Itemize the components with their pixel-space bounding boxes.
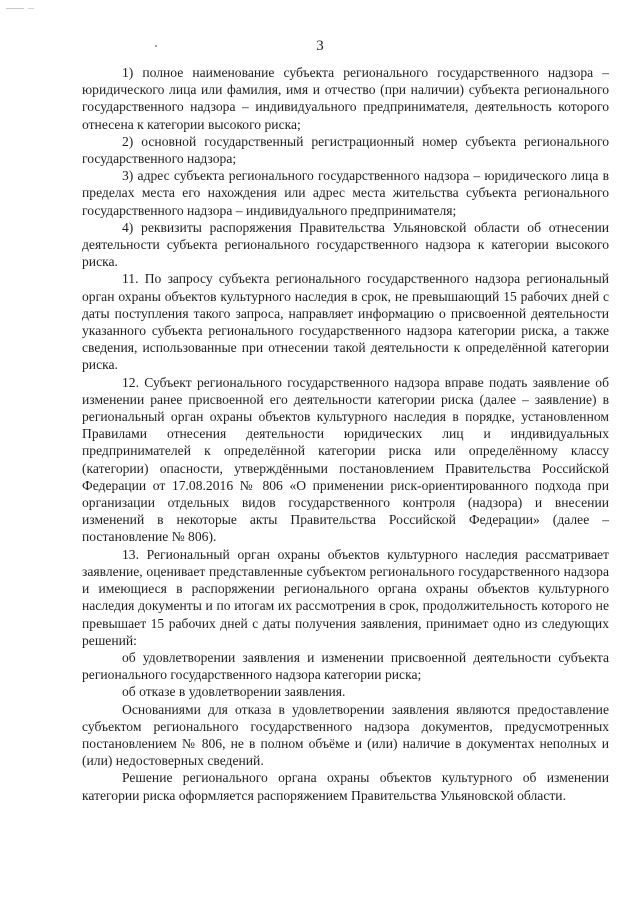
- scan-artifact: [28, 8, 34, 9]
- paragraph-decision-form: Решение регионального органа охраны объектов культурного об изменении категории риска оформляется распоряжением Правительства Ульяновской области.: [82, 770, 609, 803]
- paragraph-item-1: 1) полное наименование субъекта регионального государственного надзора – юридического лица или фамилия, имя и отчество (при наличии) субъекта регионального государственного надзора – индивидуального предпринимателя, деятельность которого отнесена к категории высокого риска;: [82, 65, 609, 132]
- paragraph-item-2: 2) основной государственный регистрационный номер субъекта регионального государственного надзора;: [82, 133, 609, 167]
- scan-artifact: [6, 8, 24, 9]
- paragraph-decision-refuse: об отказе в удовлетворении заявления.: [122, 684, 346, 700]
- paragraph-clause-12: 12. Субъект регионального государственного надзора вправе подать заявление об изменении ранее присвоенной его деятельности категории риска (далее – заявление) в региональный орган охраны объектов культурного наследия в порядке, установленном Правилами отнесения деятельности юридических лиц и индивидуальных предпринимателей к определённой категории риска или определённому классу (категории) опасности, утверждёнными постановлением Правительства Российской Федерации от 17.08.2016 № 806 «О применении риск-ориентированного подхода при организации отдельных видов государственного контроля (надзора) и внесении изменений в некоторые акты Правительства Российской Федерации» (далее – постановление № 806).: [82, 374, 609, 545]
- paragraph-item-4: 4) реквизиты распоряжения Правительства Ульяновской области об отнесении деятельности субъекта регионального государственного надзора к категории высокого риска.: [82, 219, 609, 270]
- paragraph-clause-11: 11. По запросу субъекта регионального государственного надзора региональный орган охраны объектов культурного наследия в срок, не превышающий 15 рабочих дней с даты поступления такого запроса, направляет информацию о присвоенной деятельности указанного субъекта регионального государственного надзора категории риска, а также сведения, использованные при отнесении такой деятельности к определённой категории риска.: [82, 271, 609, 373]
- paragraph-item-3: 3) адрес субъекта регионального государственного надзора – юридического лица в пределах места его нахождения или адрес места жительства субъекта регионального государственного надзора – индивидуального предпринимателя;: [82, 168, 609, 218]
- paragraph-decision-approve: об удовлетворении заявления и изменении присвоенной деятельности субъекта регионального государственного надзора категории риска;: [82, 649, 609, 683]
- page-number: 3: [316, 38, 324, 54]
- paragraph-clause-13: 13. Региональный орган охраны объектов культурного наследия рассматривает заявление, оценивает представленные субъектом регионального государственного надзора и имеющиеся в распоряжении регионального органа охраны объектов культурного наследия документы и по итогам их рассмотрения в срок, продолжительность которого не превышает 15 рабочих дней с даты получения заявления, принимает одно из следующих решений:: [82, 546, 609, 648]
- document-body: [82, 64, 609, 804]
- paragraph-refusal-grounds: Основаниями для отказа в удовлетворении заявления являются предоставление субъектом регионального государственного надзора документов, предусмотренных постановлением № 806, не в полном объёме и (или) наличие в документах неполных и (или) недостоверных сведений.: [82, 701, 609, 769]
